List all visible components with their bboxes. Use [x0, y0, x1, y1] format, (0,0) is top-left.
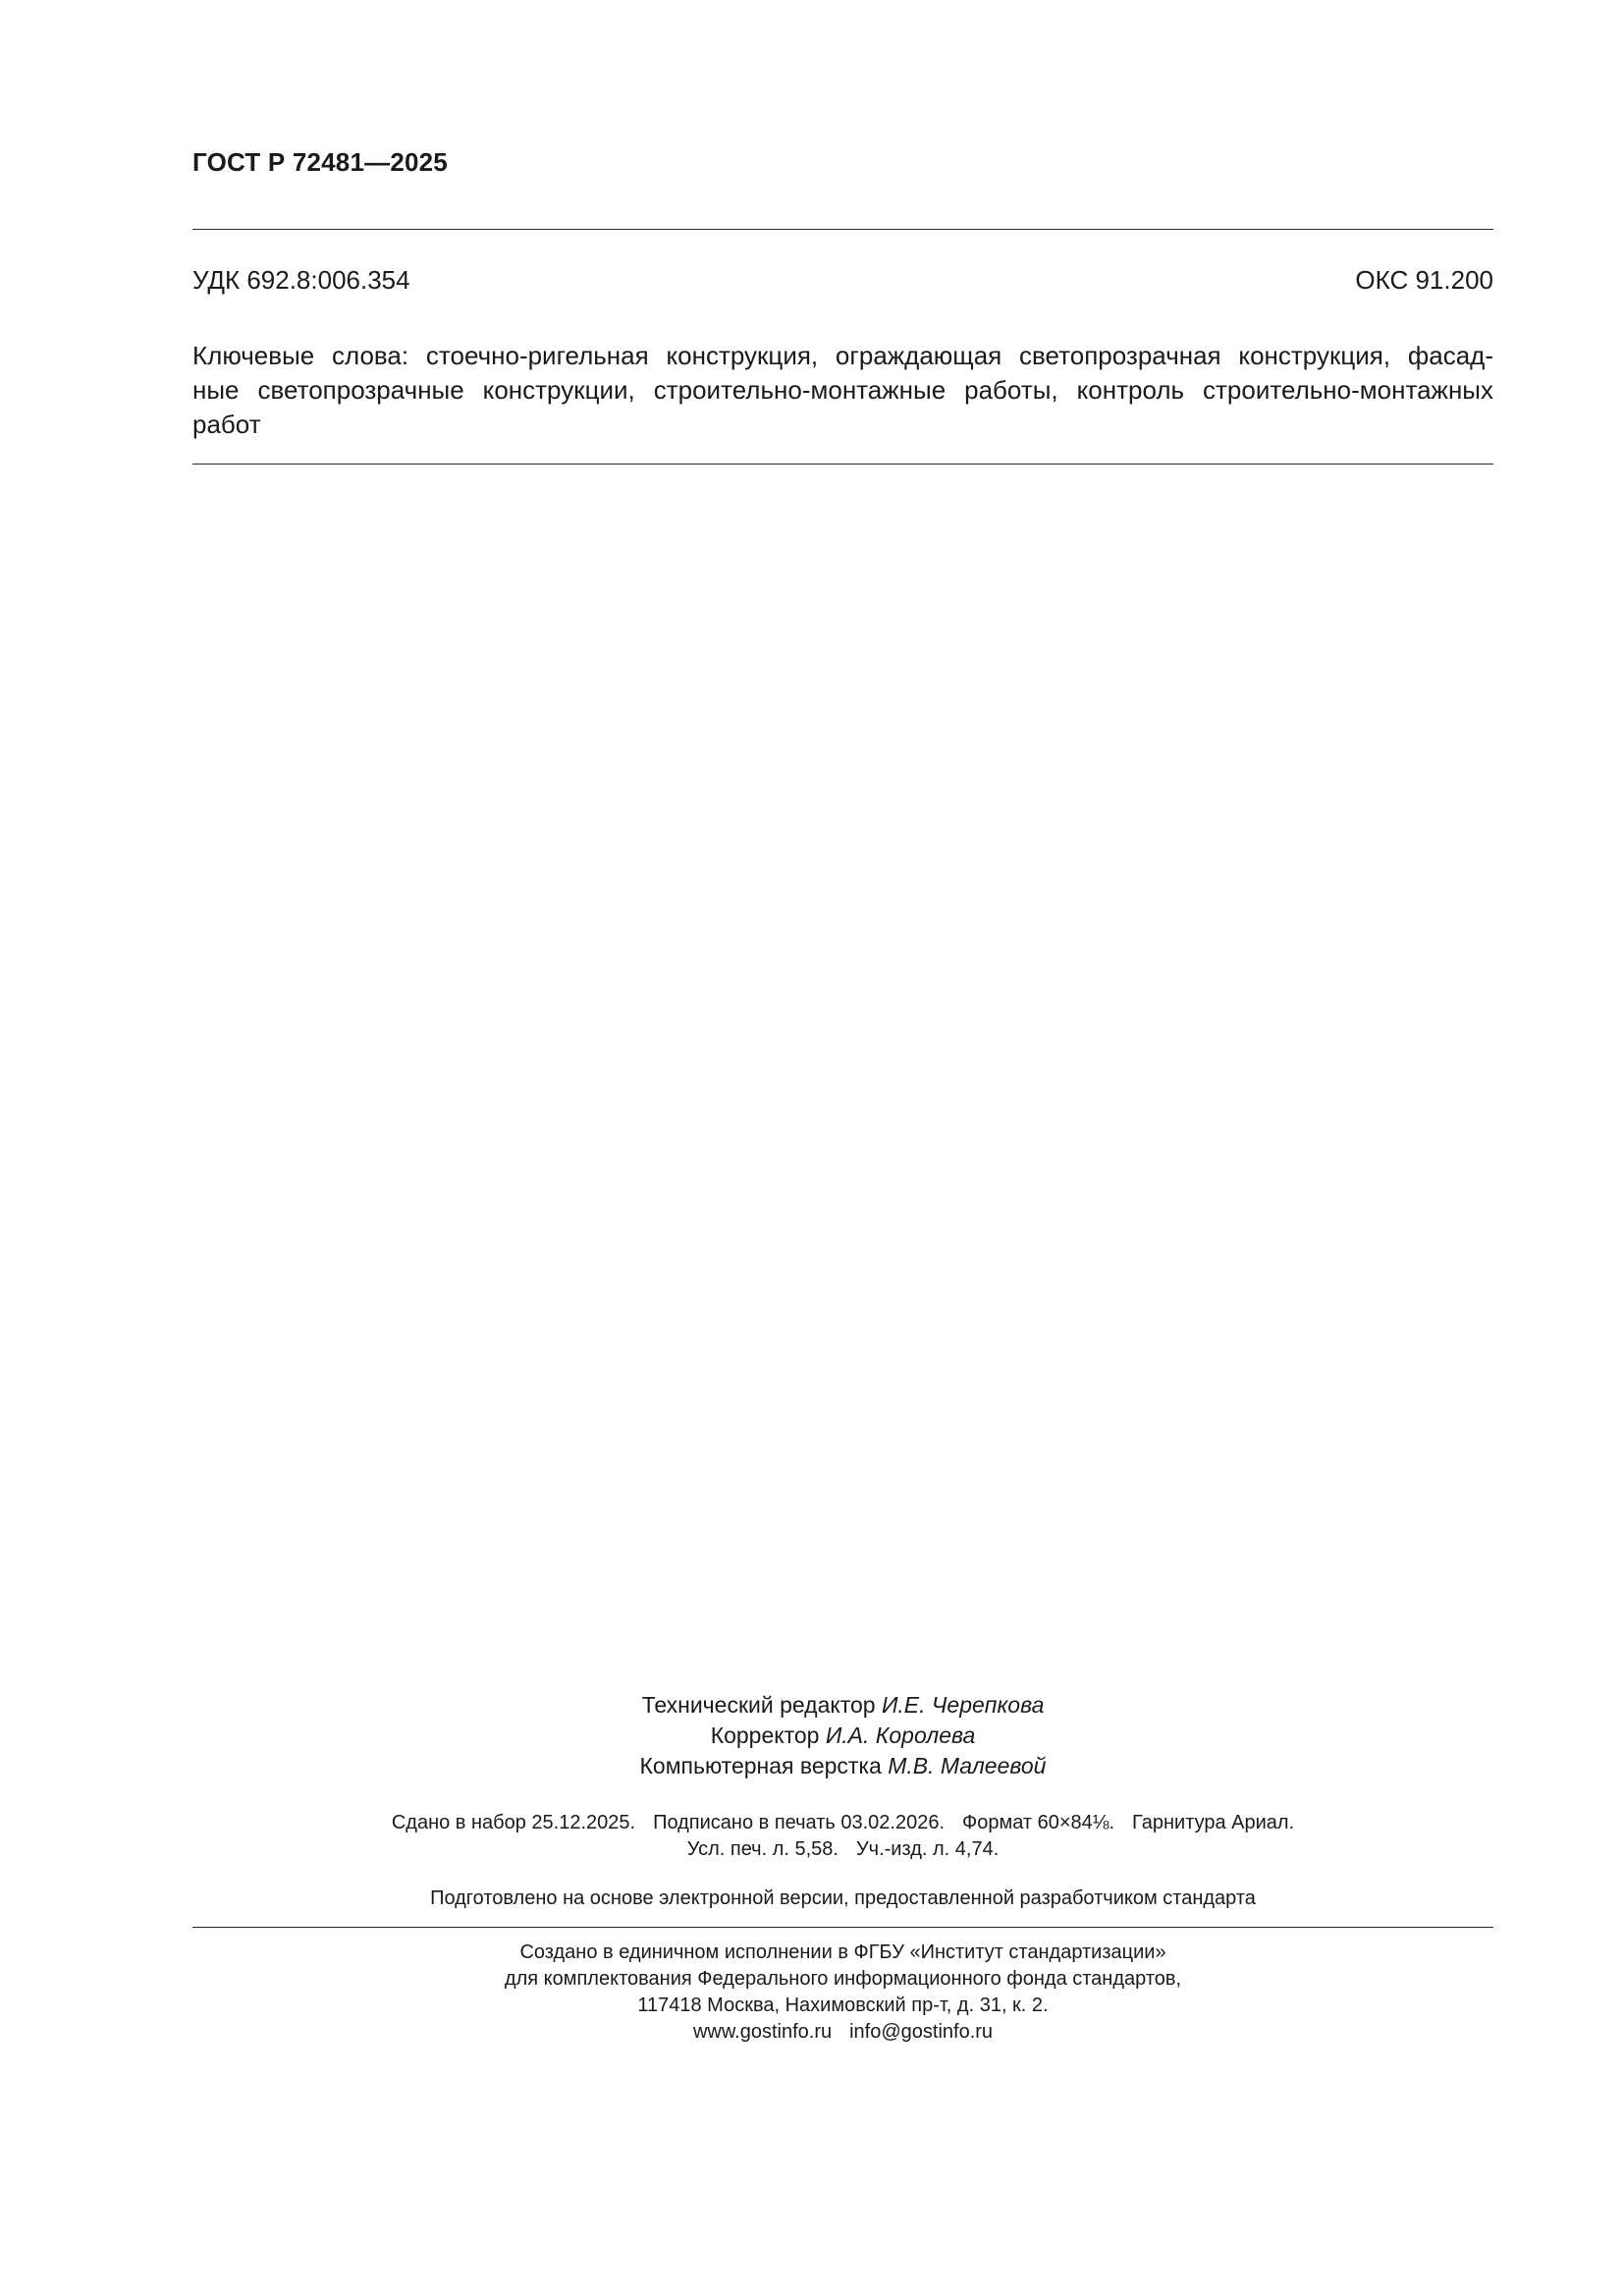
email-link[interactable]: info@gostinfo.ru	[849, 2021, 994, 2043]
print-info-row-1	[192, 1810, 1493, 1836]
footer-contacts	[192, 2019, 1493, 2046]
tech-editor-label: Технический редактор	[641, 1692, 876, 1718]
keywords-line-3: работ	[192, 410, 261, 439]
layout-name: М.В. Малеевой	[888, 1753, 1047, 1778]
corrector-label: Корректор	[710, 1722, 820, 1748]
footer-divider	[192, 1927, 1493, 1928]
tech-editor-name: И.Е. Черепкова	[881, 1692, 1045, 1718]
publisher-sheets: Уч.-изд. л. 4,74.	[855, 1838, 1000, 1860]
print-info	[192, 1810, 1493, 1863]
layout-label: Компьютерная верстка	[639, 1753, 882, 1778]
printed-sheets: Усл. печ. л. 5,58.	[686, 1838, 839, 1860]
submitted-date: Сдано в набор 25.12.2025.	[391, 1812, 636, 1833]
footer-line-1: Создано в единичном исполнении в ФГБУ «Институт стандартизации»	[519, 1941, 1166, 1963]
footer-line-2: для комплектования Федерального информационного фонда стандартов,	[504, 1968, 1182, 1990]
keywords-line-1: Ключевые слова: стоечно-ригельная конструкция, ограждающая светопрозрачная конструкция, фасад-	[192, 341, 1493, 370]
tech-editor-credit	[192, 1690, 1493, 1721]
udk-code: УДК 692.8:006.354	[192, 265, 410, 295]
publisher-footer	[192, 1940, 1493, 2046]
footer-line-3: 117418 Москва, Нахимовский пр-т, д. 31, к. 2.	[637, 1995, 1049, 2016]
standard-code: ГОСТ Р 72481—2025	[192, 147, 448, 177]
corrector-name: И.А. Королева	[825, 1722, 976, 1748]
layout-credit	[192, 1751, 1493, 1781]
print-info-row-2	[192, 1836, 1493, 1863]
prepared-note: Подготовлено на основе электронной версии, предоставленной разработчиком стандарта	[430, 1887, 1256, 1909]
keywords-paragraph	[192, 339, 1493, 442]
signed-date: Подписано в печать 03.02.2026.	[653, 1812, 946, 1833]
website-link[interactable]: www.gostinfo.ru	[692, 2021, 833, 2043]
top-divider	[192, 229, 1493, 230]
paper-format: Формат 60×84⅛.	[962, 1812, 1115, 1833]
keywords-divider	[192, 464, 1493, 465]
oks-code: ОКС 91.200	[1355, 265, 1493, 295]
keywords-line-2: ные светопрозрачные конструкции, строительно-монтажные работы, контроль строительно-монтажных	[192, 375, 1493, 405]
editorial-credits	[192, 1690, 1493, 1781]
typeface: Гарнитура Ариал.	[1132, 1812, 1295, 1833]
corrector-credit	[192, 1721, 1493, 1751]
